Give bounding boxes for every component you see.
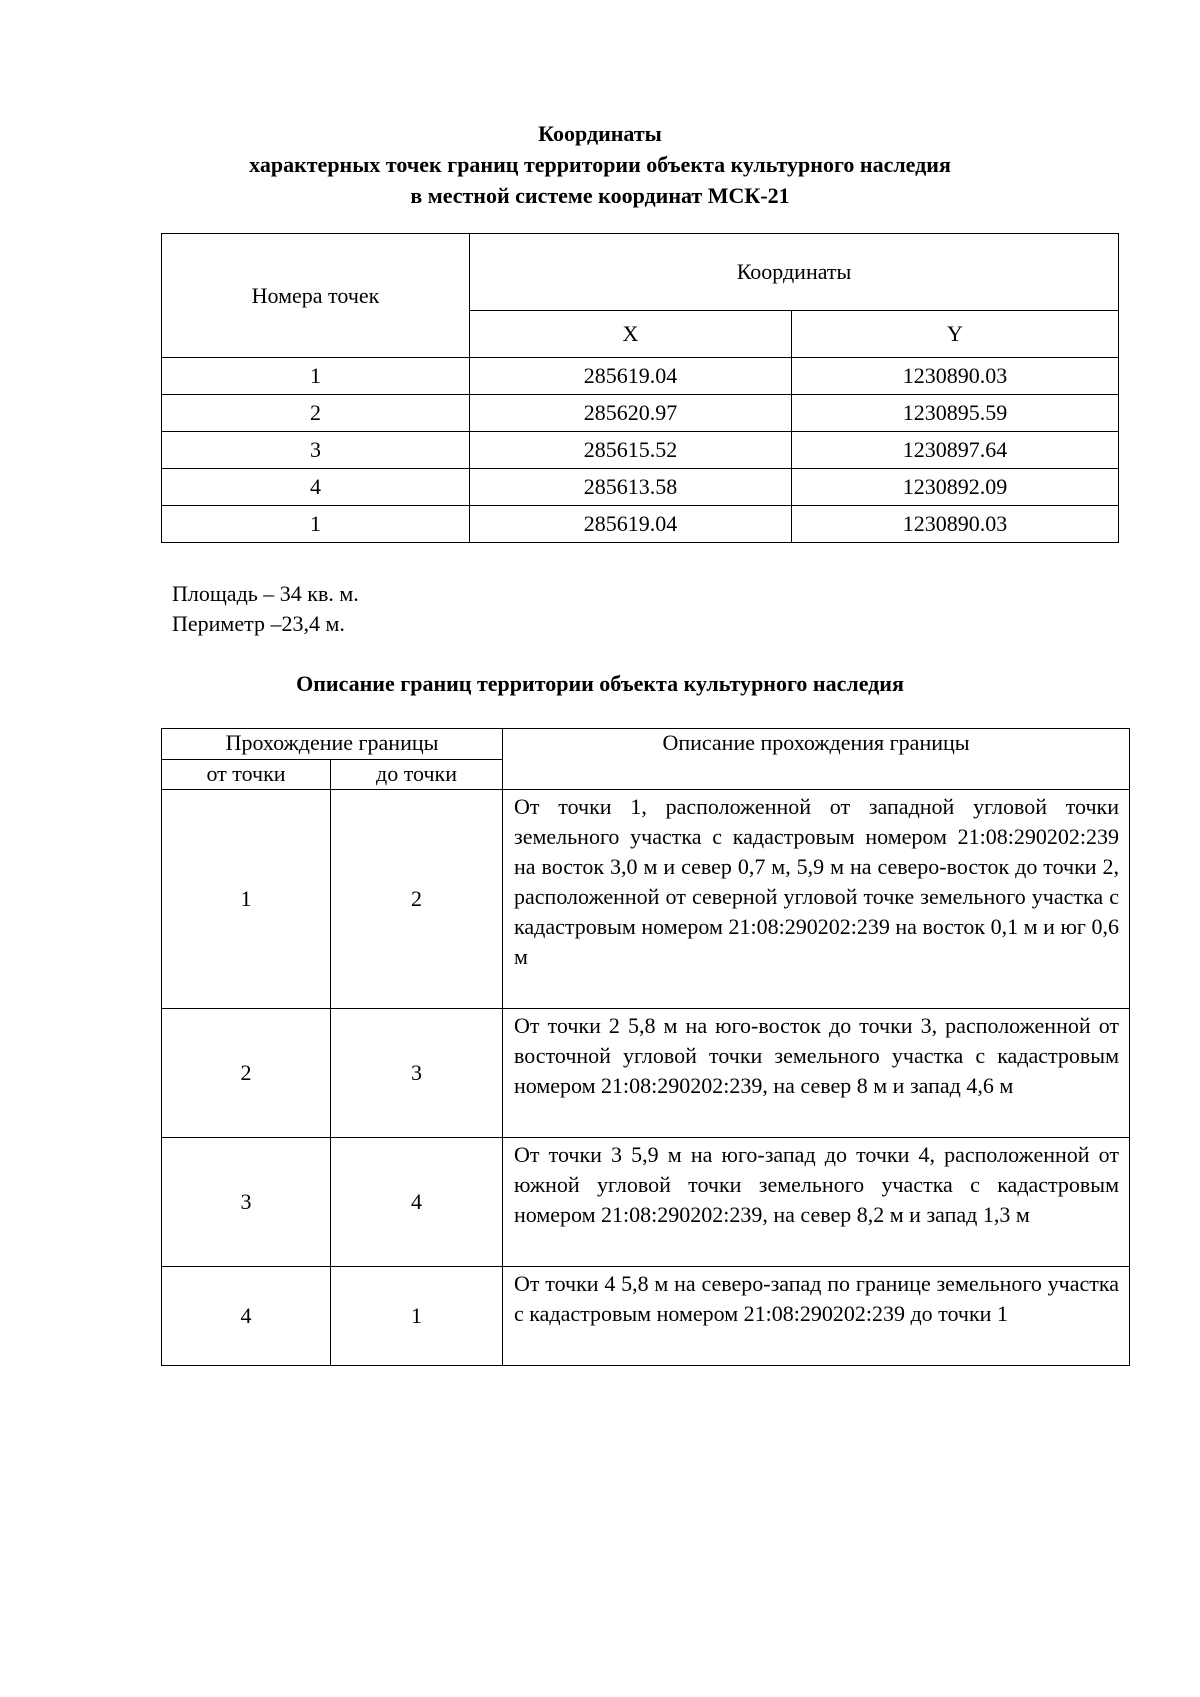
to-point: 2 — [331, 790, 503, 1009]
description-heading: Описание границ территории объекта культурного наследия — [296, 671, 904, 696]
x-value: 285615.52 — [470, 432, 792, 469]
point-number: 3 — [162, 432, 470, 469]
table-row — [162, 790, 1130, 1009]
boundary-description: От точки 1, расположенной от западной угловой точки земельного участка с кадастровым номером 21:08:290202:239 на восток 3,0 м и север 0,7 м, 5,9 м на северо-восток до точки 2, расположенной от северной угловой точке земельного участка с кадастровым номером 21:08:290202:239 на восток 0,1 м и юг 0,6 м — [503, 790, 1130, 1009]
area-perimeter-summary — [172, 579, 359, 639]
table-row — [162, 432, 1119, 469]
boundary-description: От точки 2 5,8 м на юго-восток до точки 3, расположенной от восточной угловой точки земельного участка с кадастровым номером 21:08:290202:239, на север 8 м и запад 4,6 м — [503, 1009, 1130, 1138]
boundary-description-table — [161, 728, 1130, 1366]
x-value: 285620.97 — [470, 395, 792, 432]
to-point: 4 — [331, 1138, 503, 1267]
point-number: 4 — [162, 469, 470, 506]
y-value: 1230895.59 — [792, 395, 1119, 432]
header-boundary-passage: Прохождение границы — [162, 729, 503, 760]
from-point: 3 — [162, 1138, 331, 1267]
boundary-description: От точки 4 5,8 м на северо-запад по границе земельного участка с кадастровым номером 21:08:290202:239 до точки 1 — [503, 1267, 1130, 1366]
y-value: 1230890.03 — [792, 358, 1119, 395]
from-point: 1 — [162, 790, 331, 1009]
point-number: 1 — [162, 506, 470, 543]
table-row — [162, 469, 1119, 506]
table-row — [162, 1267, 1130, 1366]
x-value: 285619.04 — [470, 358, 792, 395]
header-coordinates: Координаты — [470, 234, 1119, 311]
to-point: 3 — [331, 1009, 503, 1138]
header-point-numbers: Номера точек — [162, 234, 470, 358]
perimeter-text: Периметр –23,4 м. — [172, 611, 345, 636]
coordinates-table — [161, 233, 1119, 543]
from-point: 2 — [162, 1009, 331, 1138]
area-text: Площадь – 34 кв. м. — [172, 581, 359, 606]
to-point: 1 — [331, 1267, 503, 1366]
x-value: 285613.58 — [470, 469, 792, 506]
from-point: 4 — [162, 1267, 331, 1366]
table-row — [162, 1009, 1130, 1138]
table-row — [162, 1138, 1130, 1267]
heading-line-3: в местной системе координат МСК-21 — [410, 183, 790, 208]
header-to-point: до точки — [331, 760, 503, 790]
header-x: X — [470, 311, 792, 358]
y-value: 1230897.64 — [792, 432, 1119, 469]
point-number: 2 — [162, 395, 470, 432]
table-row — [162, 395, 1119, 432]
table-row — [162, 506, 1119, 543]
point-number: 1 — [162, 358, 470, 395]
heading-line-2: характерных точек границ территории объекта культурного наследия — [249, 152, 951, 177]
boundary-description: От точки 3 5,9 м на юго-запад до точки 4, расположенной от южной угловой точки земельного участка с кадастровым номером 21:08:290202:239, на север 8,2 м и запад 1,3 м — [503, 1138, 1130, 1267]
page-heading — [0, 118, 1200, 211]
header-from-point: от точки — [162, 760, 331, 790]
header-y: Y — [792, 311, 1119, 358]
table-row — [162, 358, 1119, 395]
header-passage-description: Описание прохождения границы — [503, 729, 1130, 790]
heading-line-1: Координаты — [538, 121, 662, 146]
x-value: 285619.04 — [470, 506, 792, 543]
y-value: 1230892.09 — [792, 469, 1119, 506]
y-value: 1230890.03 — [792, 506, 1119, 543]
